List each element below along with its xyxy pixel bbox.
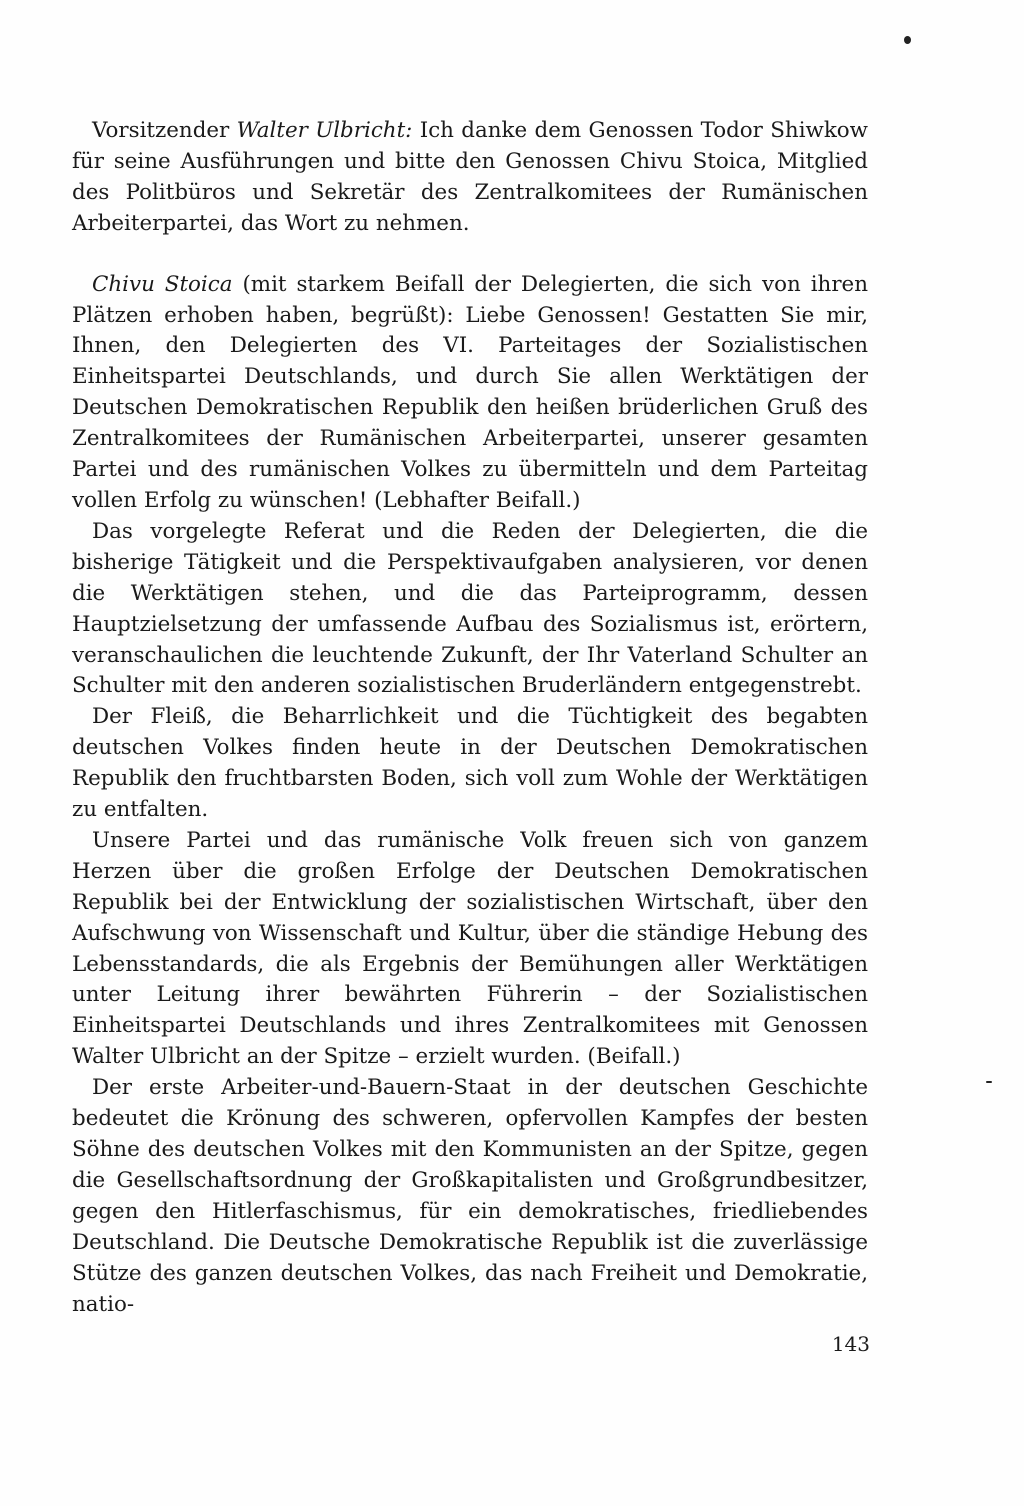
paragraph bbox=[72, 270, 868, 517]
paragraph: Unsere Partei und das rumänische Volk freuen sich von ganzem Herzen über die großen Erfolge der Deutschen Demokratischen Republik bei der Entwicklung der sozialistischen Wirtschaft, über den Aufschwung von Wissenschaft und Kultur, über die ständige Hebung des Lebensstandards, die als Ergebnis der Bemühungen aller Werktätigen unter Leitung ihrer bewährten Führerin – der Sozialistischen Einheitspartei Deutschlands und ihres Zentralkomitees mit Genossen Walter Ulbricht an der Spitze – erzielt wurden. (Beifall.) bbox=[72, 827, 868, 1070]
ink-speck bbox=[986, 1081, 992, 1083]
ink-speck bbox=[904, 36, 911, 44]
paragraph: Das vorgelegte Referat und die Reden der Delegierten, die die bisherige Tätigkeit und die Perspektivaufgaben analysieren, vor denen die Werktätigen stehen, und die das Parteiprogramm, dessen Hauptzielsetzung der umfassende Aufbau des Sozialismus ist, erörtern, veranschaulichen die leuchtende Zukunft, der Ihr Vaterland Schulter an Schulter mit den anderen sozialistischen Bruderländern entgegenstrebt. bbox=[72, 518, 868, 699]
paragraph-text: Ich danke dem Genossen Todor Shiwkow für seine Ausführungen und bitte den Genossen Chivu Stoica, Mitglied des Politbüros und Sekretär des Zentralkomitees der Rumänischen Arbeiterpartei, das Wort zu nehmen. bbox=[72, 118, 868, 236]
paragraph-text: (mit starkem Beifall der Delegierten, die sich von ihren Plätzen erhoben haben, begrüßt): Liebe Genossen! Gestatten Sie mir, Ihnen, den Delegierten des VI. Parteitages der Sozialistischen Einheitspartei Deutschlands, und durch Sie allen Werktätigen der Deutschen Demokratischen Republik den heißen brüderlichen Gruß des Zentralkomitees der Rumänischen Arbeiterpartei, unserer gesamten Partei und des rumänischen Volkes zu übermitteln und dem Parteitag vollen Erfolg zu wünschen! (Lebhafter Beifall.) bbox=[72, 271, 868, 513]
speaker-name: Walter Ulbricht: bbox=[236, 118, 413, 143]
page-number: 143 bbox=[831, 1332, 870, 1356]
paragraph: Der Fleiß, die Beharrlichkeit und die Tüchtigkeit des begabten deutschen Volkes finden heute in der Deutschen Demokratischen Republik den fruchtbarsten Boden, sich voll zum Wohle der Werktätigen zu entfalten. bbox=[72, 704, 868, 823]
body-text bbox=[72, 116, 868, 1320]
speaker-name: Chivu Stoica bbox=[92, 271, 233, 297]
paragraph bbox=[72, 116, 868, 240]
paragraph-lead: Vorsitzender bbox=[92, 118, 237, 143]
paragraph: Der erste Arbeiter-und-Bauern-Staat in der deutschen Geschichte bedeutet die Krönung des schweren, opfervollen Kampfes der besten Söhne des deutschen Volkes mit den Kommunisten an der Spitze, gegen die Gesellschaftsordnung der Großkapitalisten und Großgrundbesitzer, gegen den Hitlerfaschismus, für ein demokratisches, friedliebendes Deutschland. Die Deutsche Demokratische Republik ist die zuverlässige Stütze des ganzen deutschen Volkes, das nach Freiheit und Demokratie, natio- bbox=[72, 1075, 868, 1317]
